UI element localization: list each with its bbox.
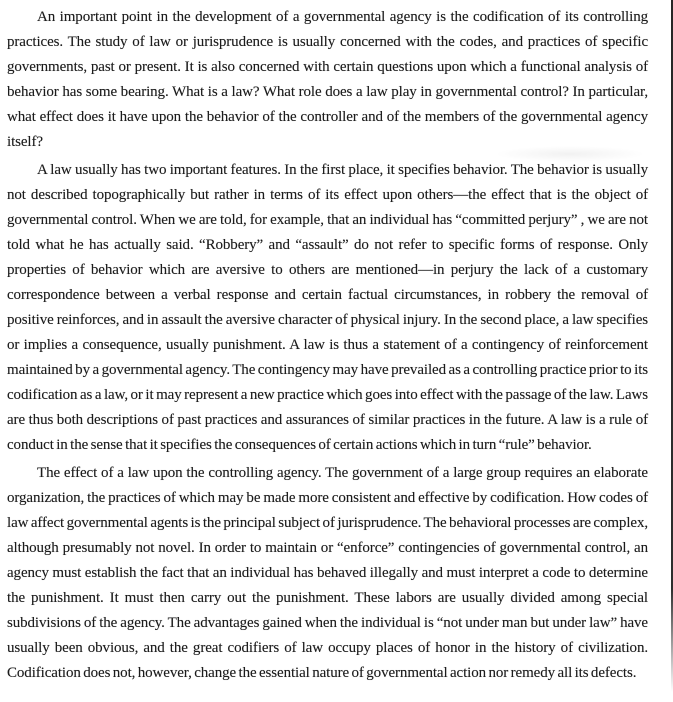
text-body [7,5,648,689]
paragraph-2: A law usually has two important features. In the first place, it specifies behavior. The behavior is usually not described topographically but rather in terms of its effect upon others—the effect that is the object of governmental control. When we are told, for example, that an individual has “committed perjury” , we are not told what he has actually said. “Robbery” and “assault” do not refer to specific forms of response. Only properties of behavior which are aversive to others are mentioned—in perjury the lack of a customary correspondence between a verbal response and certain factual circumstances, in robbery the removal of positive reinforces, and in assault the aversive character of physical injury. In the second place, a law specifies or implies a consequence, usually punishment. A law is thus a statement of a contingency of reinforcement maintained by a governmental agency. The contingency may have prevailed as a controlling practice prior to its codification as a law, or it may represent a new practice which goes into effect with the passage of the law. Laws are thus both descriptions of past practices and assurances of similar practices in the future. A law is a rule of conduct in the sense that it specifies the consequences of certain actions which in turn “rule” behavior. [7,162,648,453]
paragraph-3: The effect of a law upon the controlling agency. The government of a large group requires an elaborate organization, the practices of which may be made more consistent and effective by codification. How codes of law affect governmental agents is the principal subject of jurisprudence. The behavioral processes are complex, although presumably not novel. In order to maintain or “enforce” contingencies of governmental control, an agency must establish the fact that an individual has behaved illegally and must interpret a code to determine the punishment. It must then carry out the punishment. These labors are usually divided among special subdivisions of the agency. The advantages gained when the individual is “not under man but under law” have usually been obvious, and the great codifiers of law occupy places of honor in the history of civilization. Codification does not, however, change the essential nature of governmental action nor remedy all its defects. [7,465,648,681]
paragraph-1: An important point in the development of a governmental agency is the codification of its controlling practices. The study of law or jurisprudence is usually concerned with the codes, and practices of specific governments, past or present. It is also concerned with certain questions upon which a functional analysis of behavior has some bearing. What is a law? What role does a law play in governmental control? In particular, what effect does it have upon the behavior of the controller and of the members of the governmental agency itself? [7,9,648,150]
